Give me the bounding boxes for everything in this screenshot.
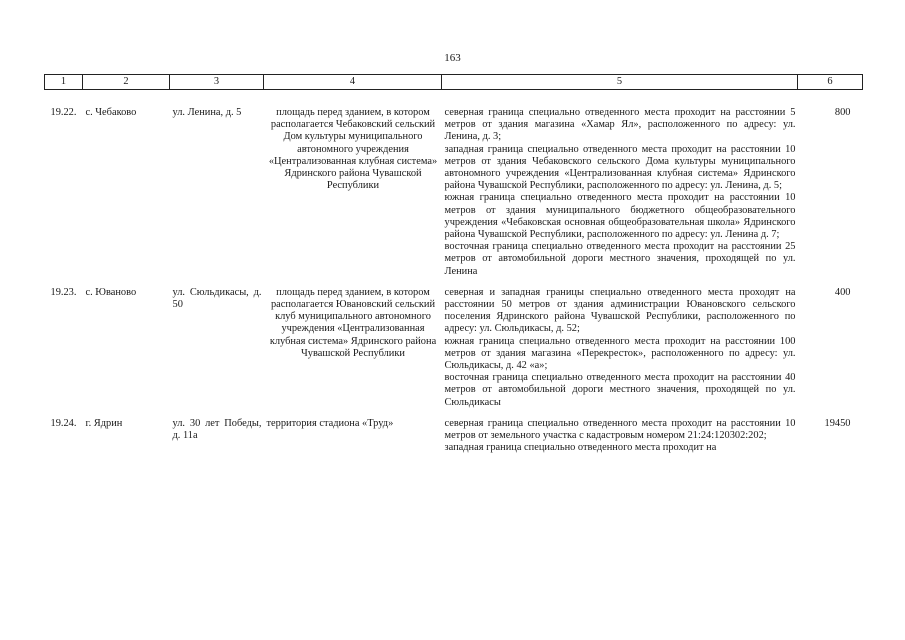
column-header-2: 2 <box>83 75 170 90</box>
boundaries-cell <box>442 107 798 287</box>
street-address: ул. 30 лет Победы, д. 11а <box>172 417 262 442</box>
column-header-6: 6 <box>798 75 863 90</box>
place-description: площадь перед зданием, в котором располагается Ювановский сельский клуб муниципального автономного учреждения «Централизованная клубная система» Ядринского района Чувашской Республики <box>269 286 437 359</box>
table-row <box>45 287 863 418</box>
header-row <box>45 75 863 90</box>
table-row <box>45 107 863 287</box>
area-value: 19450 <box>824 417 851 429</box>
row-number: 19.22. <box>50 107 77 118</box>
place-description: территория стадиона «Труд» <box>266 417 394 429</box>
row-number: 19.24. <box>50 417 77 429</box>
boundary-paragraph: южная граница специально отведенного места проходит на расстоянии 100 метров от здания магазина «Перекресток», расположенного по адресу: ул. Сюльдикасы, д. 42 «а»; <box>444 335 796 372</box>
settlement-name: с. Чебаково <box>85 107 137 118</box>
boundary-paragraph: западная граница специально отведенного места проходит на <box>444 442 717 454</box>
settlement-name: с. Юваново <box>85 286 137 298</box>
boundary-paragraph: восточная граница специально отведенного места проходит на расстоянии 25 метров от автомобильной дороги местного значения, проходящей по ул. Ленина <box>444 241 796 277</box>
page-number: 163 <box>444 52 461 64</box>
area-value: 400 <box>834 286 851 298</box>
settlement-name: г. Ядрин <box>85 417 123 429</box>
boundary-paragraph: южная граница специально отведенного места проходит на расстоянии 10 метров от здания муниципального бюджетного общеобразовательного учреждения «Чебаковская основная общеобразовательная школа» Ядринского района Чувашской Республики, расположенного по адресу: ул. Ленина д. 7; <box>444 192 796 241</box>
registry-table <box>44 74 863 463</box>
column-header-5: 5 <box>442 75 798 90</box>
boundary-paragraph: северная граница специально отведенного места проходит на расстоянии 5 метров от здания магазина «Хамар Ял», расположенного по адресу: ул. Ленина, д. 3; <box>444 107 796 143</box>
place-description: площадь перед зданием, в котором располагается Чебаковский сельский Дом культуры муниципального автономного учреждения «Централизованная клубная система» Ядринского района Чувашской Республики <box>268 107 438 192</box>
boundary-paragraph: северная и западная границы специально отведенного места проходят на расстоянии 50 метров от здания администрации Ювановского сельского поселения Ядринского района Чувашской Республики, расположенного по адресу: ул. Сюльдикасы, д. 52; <box>444 286 796 335</box>
area-value: 800 <box>834 107 851 118</box>
column-header-3: 3 <box>170 75 264 90</box>
row-number: 19.23. <box>50 286 77 298</box>
street-address: ул. Сюльдикасы, д. 50 <box>172 286 262 311</box>
table-row <box>45 418 863 464</box>
boundary-paragraph: западная граница специально отведенного места проходит на расстоянии 10 метров от здания Чебаковского сельского Дома культуры муниципального автономного учреждения «Централизованная клубная система» Ядринского района Чувашской Республики, расположенного по адресу: ул. Ленина, д. 5; <box>444 143 796 192</box>
boundary-paragraph: северная граница специально отведенного места проходит на расстоянии 10 метров от земельного участка с кадастровым номером 21:24:120302:202; <box>444 417 796 442</box>
boundaries-cell <box>442 287 798 418</box>
street-address: ул. Ленина, д. 5 <box>172 107 242 118</box>
boundaries-cell <box>442 418 798 464</box>
boundary-paragraph: восточная граница специально отведенного места проходит на расстоянии 40 метров от автомобильной дороги местного значения, проходящей по ул. Сюльдикасы <box>444 372 796 408</box>
column-header-1: 1 <box>45 75 83 90</box>
column-header-4: 4 <box>264 75 442 90</box>
